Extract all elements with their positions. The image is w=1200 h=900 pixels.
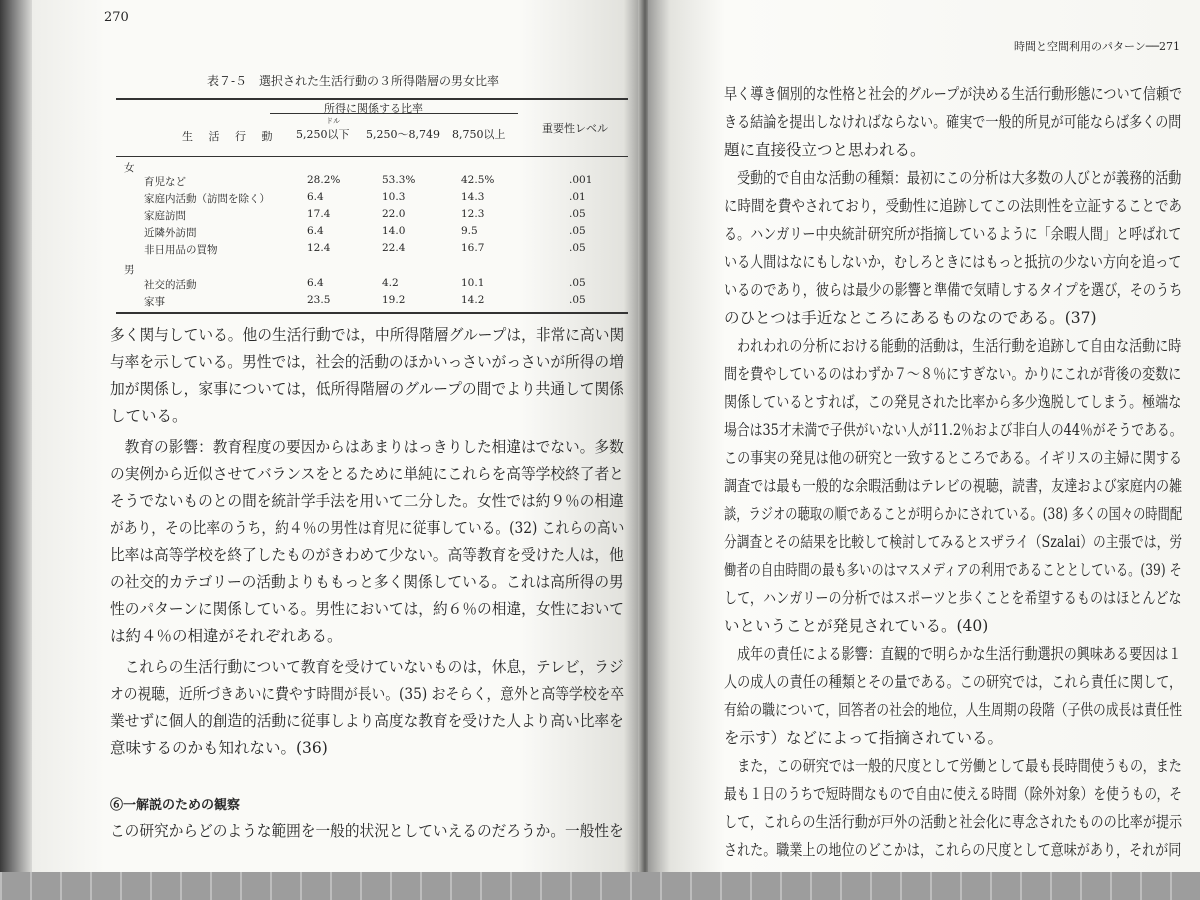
text-line: している。 bbox=[110, 407, 188, 425]
text-line: 有給の職について，回答者の社会的地位，人生周期の段階（子供の成長は責任性 bbox=[724, 701, 1183, 719]
text-line: の実例から近似させてバランスをとるために単純にこれらを高等学校終了者と bbox=[110, 465, 624, 483]
row-label: 育児など bbox=[144, 176, 186, 188]
cell-income-high: 12.3 bbox=[461, 208, 485, 220]
table-header-significance: 重要性レベル bbox=[542, 122, 608, 135]
text-line: 受動的で自由な活動の種類：最初にこの分析は大多数の人びとが義務的活動 bbox=[724, 169, 1182, 187]
text-line: いるのであり，彼らは最少の影響と準備で気晴しするタイプを選び，そのうち bbox=[724, 281, 1183, 299]
cutting-mat bbox=[0, 872, 1200, 900]
text-line: 題に直接役立つと思われる。 bbox=[724, 141, 926, 159]
table-header-rule bbox=[116, 156, 628, 157]
text-line: 分調査とその結果を比較して検討してみるとスザライ（Szalai）の主張では，労 bbox=[724, 533, 1183, 551]
text-line: これらの生活行動について教育を受けていないものは，休息，テレビ，ラジ bbox=[110, 658, 624, 676]
left-page bbox=[32, 0, 642, 872]
running-header: 時間と空間利用のパターン──271 bbox=[1013, 40, 1180, 53]
row-label: 家事 bbox=[144, 296, 165, 308]
table-header-income-group: 所得に関係する比率 bbox=[324, 102, 423, 115]
row-label: 女 bbox=[124, 162, 135, 174]
cell-income-mid: 22.0 bbox=[382, 208, 406, 220]
cell-income-mid: 4.2 bbox=[382, 277, 399, 289]
cell-income-low: 6.4 bbox=[307, 277, 324, 289]
text-line: 加が関係し，家事については，低所得階層のグループの間でより共通して関係 bbox=[110, 380, 624, 398]
body-paragraph bbox=[110, 434, 642, 650]
text-line: この事実の発見は他の研究と一致するところである。イギリスの主婦に関する bbox=[724, 449, 1183, 467]
table-group-rule bbox=[270, 113, 518, 114]
text-line: いということが発見されている。(40) bbox=[724, 617, 989, 635]
page-number-left: 270 bbox=[104, 10, 129, 25]
right-page bbox=[648, 0, 1200, 872]
cell-significance: .01 bbox=[569, 191, 586, 203]
row-label: 非日用品の買物 bbox=[144, 244, 218, 256]
table-bottom-rule bbox=[116, 312, 628, 314]
text-line: この研究からどのような範囲を一般的状況としていえるのだろうか。一般性を bbox=[110, 822, 624, 840]
text-line: 場合は35才未満で子供がいない人が11.2％および非白人の44％がそうである。 bbox=[724, 421, 1183, 439]
row-label: 家庭内活動（訪問を除く） bbox=[144, 193, 270, 205]
text-line: は約４％の相違がそれぞれある。 bbox=[110, 627, 343, 645]
cell-income-low: 23.5 bbox=[307, 294, 331, 306]
table-header-income-low: 5,250以下 bbox=[296, 128, 350, 141]
text-line: のひとつは手近なところにあるものなのである。(37) bbox=[724, 309, 1097, 327]
cell-income-low: 6.4 bbox=[307, 191, 324, 203]
text-line: に時間を費やされており，受動性に追跡してこの法則性を立証することであ bbox=[724, 197, 1182, 215]
cell-income-high: 42.5% bbox=[461, 174, 495, 186]
body-paragraph bbox=[110, 818, 642, 845]
text-line: 多く関与している。他の生活行動では，中所得階層グループは，非常に高い関 bbox=[110, 326, 625, 344]
text-line: 業せずに個人的創造的活動に従事しより高度な教育を受けた人より高い比率を bbox=[110, 712, 624, 730]
cell-significance: .05 bbox=[569, 242, 586, 254]
body-paragraph bbox=[110, 322, 642, 430]
text-line: われわれの分析における能動的活動は，生活行動を追跡して自由な活動に時 bbox=[724, 337, 1182, 355]
cell-income-mid: 10.3 bbox=[382, 191, 406, 203]
section-heading: ⑥一解説のための観察 bbox=[110, 798, 241, 813]
cell-income-mid: 19.2 bbox=[382, 294, 406, 306]
text-line: があり，その比率のうち，約４％の男性は育児に従事している。(32) これらの高い bbox=[110, 519, 625, 537]
cell-income-mid: 53.3% bbox=[382, 174, 416, 186]
text-line: そうでないものとの間を統計学手法を用いて二分した。女性では約９％の相違 bbox=[110, 492, 624, 510]
text-line: 調査では最も一般的な余暇活動はテレビの視聴，読書，友達および家庭内の雑 bbox=[724, 477, 1183, 495]
text-line: 与率を示している。男性では，社会的活動のほかいっさいがっさいが所得の増 bbox=[110, 353, 624, 371]
text-line: 談，ラジオの聴取の順であることが明らかにされている。(38) 多くの国々の時間配 bbox=[724, 505, 1183, 523]
table-header-income-high: 8,750以上 bbox=[452, 128, 506, 141]
text-line: 間を費やしているのはわずか７〜８％にすぎない。かりにこれが背後の変数に bbox=[724, 365, 1182, 383]
cell-income-mid: 14.0 bbox=[382, 225, 406, 237]
text-line: 最も１日のうちで短時間なもので自由に使える時間（除外対象）を使うもの，そ bbox=[724, 785, 1183, 803]
cell-income-low: 6.4 bbox=[307, 225, 324, 237]
text-line: る。ハンガリー中央統計研究所が指摘しているように「余暇人間」と呼ばれて bbox=[724, 225, 1182, 243]
table-header-activity: 生 活 行 動 bbox=[182, 130, 279, 143]
text-line: また，この研究では一般的尺度として労働として最も長時間使うもの，また bbox=[724, 757, 1182, 775]
cell-income-low: 28.2% bbox=[307, 174, 341, 186]
cell-income-low: 12.4 bbox=[307, 242, 331, 254]
text-line: された。職業上の地位のどこかは，これらの尺度として意味があり，それが同 bbox=[724, 841, 1182, 859]
text-line: いる人間はなにもしないか，むしろときにはもっと抵抗の少ない方向を追って bbox=[724, 253, 1182, 271]
dollar-mark: ドル bbox=[326, 117, 340, 125]
cell-significance: .05 bbox=[569, 208, 586, 220]
row-label: 家庭訪問 bbox=[144, 210, 186, 222]
text-line: 比率は高等学校を終了したものがきわめて少ない。高等教育を受けた人は，他 bbox=[110, 546, 624, 564]
cell-income-high: 16.7 bbox=[461, 242, 485, 254]
body-paragraph bbox=[110, 654, 642, 762]
cell-significance: .05 bbox=[569, 277, 586, 289]
text-line: 成年の責任による影響：直観的で明らかな生活行動選択の興味ある要因は１ bbox=[724, 645, 1182, 663]
cell-significance: .05 bbox=[569, 294, 586, 306]
text-line: きる結論を提出しなければならない。確実で一般的所見が可能ならば多くの問 bbox=[724, 113, 1182, 131]
text-line: 性のパターンに関係している。男性においては，約６％の相違，女性において bbox=[110, 600, 625, 618]
cell-income-mid: 22.4 bbox=[382, 242, 406, 254]
desk-background bbox=[0, 0, 32, 900]
text-line: して，ハンガリーの分析ではスポーツと歩くことを希望するものはほとんどな bbox=[724, 589, 1182, 607]
text-line: の社交的カテゴリーの活動よりももっと多く関係している。これは高所得の男 bbox=[110, 573, 624, 591]
text-line: 早く導き個別的な性格と社会的グループが決める生活行動形態について信頼で bbox=[724, 85, 1183, 103]
cell-significance: .001 bbox=[569, 174, 593, 186]
text-line: して，これらの生活行動が戸外の活動と社会化に専念されたものの比率が提示 bbox=[724, 813, 1183, 831]
cell-significance: .05 bbox=[569, 225, 586, 237]
text-line: 人の成人の責任の種類とその量である。この研究では，これら責任に関して， bbox=[724, 673, 1183, 691]
body-paragraph bbox=[724, 80, 1200, 864]
row-label: 男 bbox=[124, 264, 135, 276]
text-line: オの視聴，近所づきあいに費やす時間が長い。(35) おそらく，意外と高等学校を卒 bbox=[110, 685, 625, 703]
table-header-income-mid: 5,250〜8,749 bbox=[366, 128, 440, 141]
text-line: 意味するのかも知れない。(36) bbox=[110, 739, 328, 757]
row-label: 近隣外訪問 bbox=[144, 227, 197, 239]
cell-income-high: 14.2 bbox=[461, 294, 485, 306]
text-line: 働者の自由時間の最も多いのはマスメディアの利用であることとしている。(39) そ bbox=[724, 561, 1182, 579]
cell-income-low: 17.4 bbox=[307, 208, 331, 220]
cell-income-high: 14.3 bbox=[461, 191, 485, 203]
text-line: 関係しているとすれば，この発見された比率から多少逸脱してしまう。極端な bbox=[724, 393, 1182, 411]
row-label: 社交的活動 bbox=[144, 279, 197, 291]
table-title: 表７-５ 選択された生活行動の３所得階層の男女比率 bbox=[207, 74, 500, 88]
cell-income-high: 9.5 bbox=[461, 225, 478, 237]
text-line: を示す）などによって指摘されている。 bbox=[724, 729, 1004, 747]
cell-income-high: 10.1 bbox=[461, 277, 485, 289]
text-line: 教育の影響：教育程度の要因からはあまりはっきりした相違はでない。多数 bbox=[110, 438, 624, 456]
